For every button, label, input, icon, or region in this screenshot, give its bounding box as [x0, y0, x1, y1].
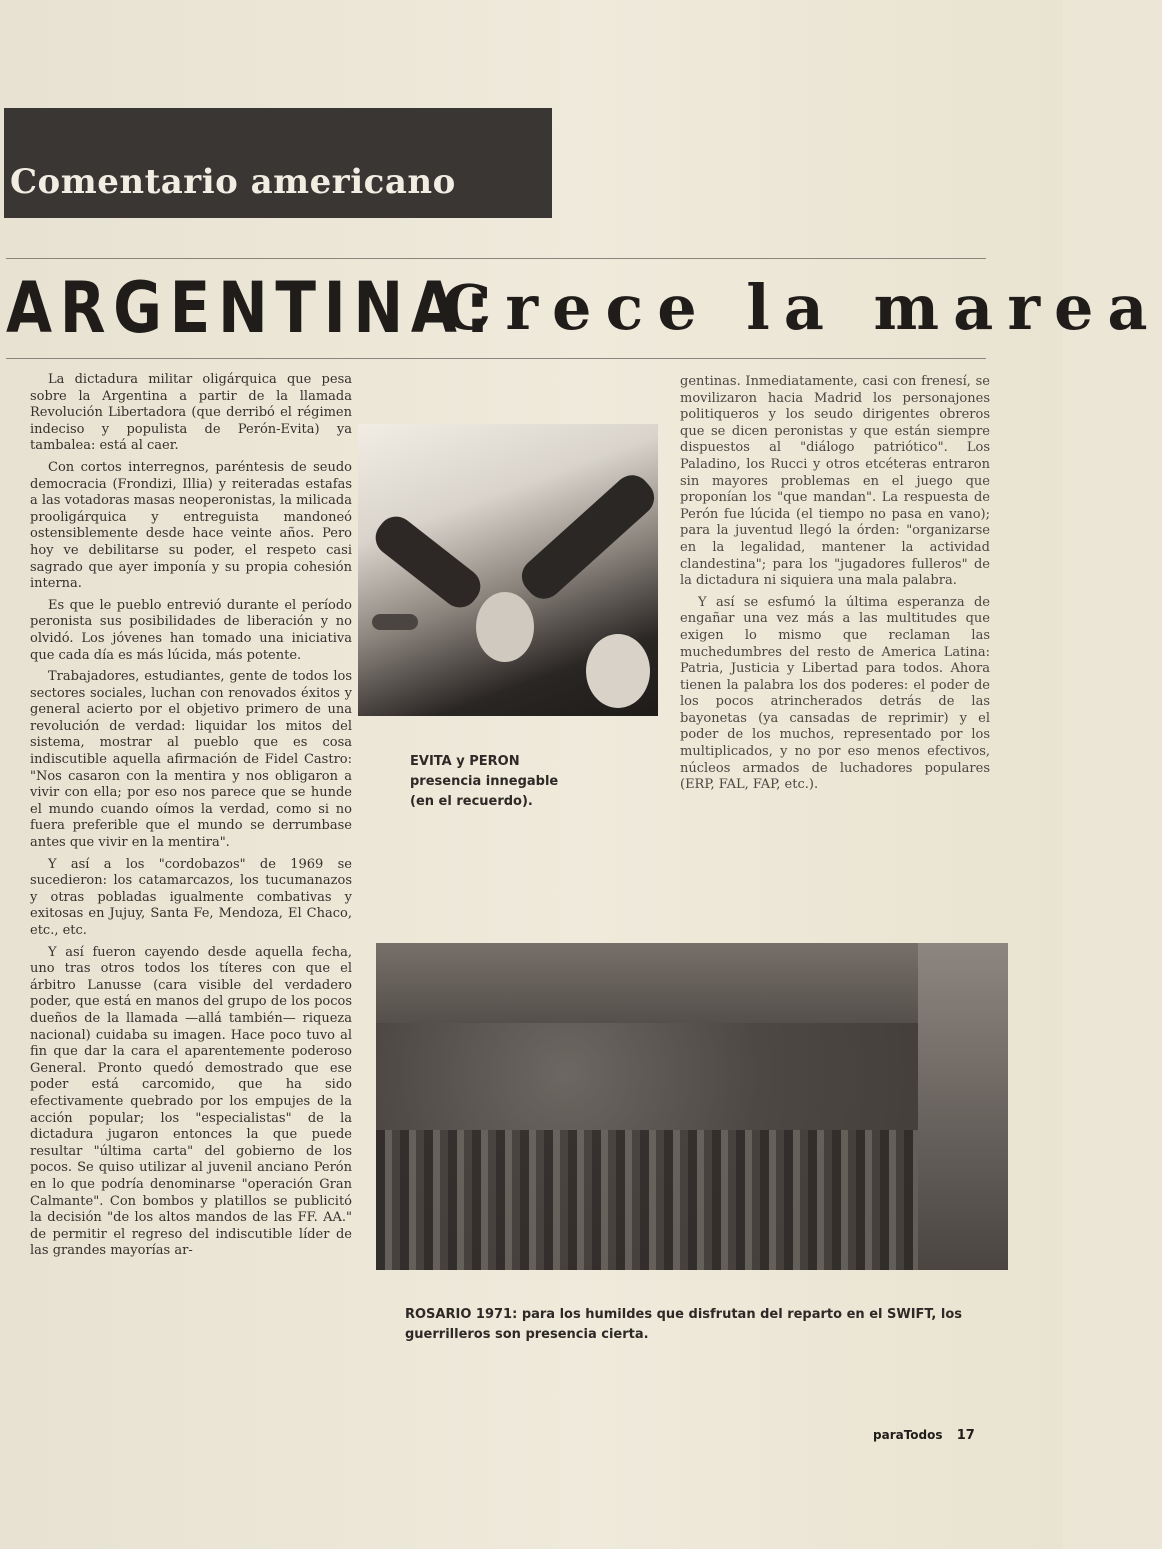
paragraph: Con cortos interregnos, paréntesis de seudo democracia (Frondizi, Illia) y reiteradas estafas a las votadoras masas neoperonistas, la milicada prooligárquica y entreguista mandoneó ostensiblemente desde hace veinte años. Pero hoy ve debilitarse su poder, el respeto casi sagrado que ayer imponía y su propia cohesión interna. [30, 459, 352, 592]
headline-country: ARGENTINA: [6, 267, 498, 349]
magazine-name: paraTodos [873, 1428, 943, 1442]
paragraph: Y así fueron cayendo desde aquella fecha, uno tras otros todos los títeres con que el árbitro Lanusse (cara visible del verdadero poder, que está en manos del grupo de los pocos dueños de la llamada —allá también— riqueza nacional) cuidaba su imagen. Hace poco tuvo al fin que dar la cara el aparentemente poderoso General. Pronto quedó demostrado que ese poder está carcomido, que ha sido efectivamente quebrado por los empujes de la acción popular; los "especialistas" de la dictadura jugaron entonces la que puede resultar "última carta" del gobierno de los pocos. Se quiso utilizar al juvenil anciano Perón en lo que podría denominarse "operación Gran Calmante". Con bombos y platillos se publicitó la decisión "de los altos mandos de las FF. AA." de permitir el regreso del indiscutible líder de las grandes mayorías ar- [30, 944, 352, 1259]
headline-subtitle: Crece la marea [442, 271, 1162, 344]
section-title: Comentario americano [10, 162, 456, 202]
photo-evita-peron [358, 424, 658, 716]
headline [6, 267, 1162, 349]
paragraph: La dictadura militar oligárquica que pesa sobre la Argentina a partir de la llamada Revolución Libertadora (que derribó el régimen indeciso y populista de Perón-Evita) ya tambalea: está al caer. [30, 372, 352, 454]
photo-background [376, 943, 1008, 1023]
photo-figure [368, 509, 487, 614]
paragraph: Es que le pueblo entrevió durante el período peronista sus posibilidades de liberación y no olvidó. Los jóvenes han tomado una iniciativa que cada día es más lúcida, más potente. [30, 597, 352, 663]
photo-edge [918, 943, 1008, 1270]
photo-crowd [376, 1130, 1008, 1270]
photo-figure [514, 468, 661, 606]
photo-caption-rosario: ROSARIO 1971: para los humildes que disfrutan del reparto en el SWIFT, los guerrilleros son presencia cierta. [405, 1307, 963, 1342]
page-number: 17 [956, 1428, 975, 1443]
article-right-column [680, 374, 990, 799]
photo-figure [476, 592, 534, 662]
page-footer [873, 1428, 975, 1443]
paragraph: gentinas. Inmediatamente, casi con frenesí, se movilizaron hacia Madrid los personajones politiqueros y los seudo dirigentes obreros que se dicen peronistas y que están siempre dispuestos al "diálogo patriótico". Los Paladino, los Rucci y otros etcéteras entraron sin mayores problemas en el juego que proponían los "que mandan". La respuesta de Perón fue lúcida (el tiempo no pasa en vano); para la juventud llegó la órden: "organizarse en la legalidad, mantener la actividad clandestina"; para los "jugadores fulleros" de la dictadura ni siquiera una mala palabra. [680, 374, 990, 589]
photo-microphone [372, 614, 418, 630]
photo-figure [586, 634, 650, 708]
divider-top [6, 258, 986, 259]
section-banner [4, 108, 552, 218]
photo-rosario-1971 [376, 943, 1008, 1270]
paragraph: Y así se esfumó la última esperanza de engañar una vez más a las multitudes que exigen lo mismo que reclaman las muchedumbres del resto de America Latina: Patria, Justicia y Libertad para todos. Ahora tienen la palabra los dos poderes: el poder de los pocos atrincherados detrás de las bayonetas (ya cansadas de reprimir) y el poder de los muchos, representado por los multiplicados, y no por eso menos efectivos, núcleos armados de luchadores populares (ERP, FAL, FAP, etc.). [680, 594, 990, 793]
photo-caption-evita-peron: EVITA y PERON presencia innegable (en el recuerdo). [410, 754, 559, 809]
paragraph: Y así a los "cordobazos" de 1969 se sucedieron: los catamarcazos, los tucumanazos y otras pobladas igualmente combativas y exitosas en Jujuy, Santa Fe, Mendoza, El Chaco, etc., etc. [30, 856, 352, 938]
paragraph: Trabajadores, estudiantes, gente de todos los sectores sociales, luchan con renovados éxitos y general acierto por el objetivo primero de una revolución de verdad: liquidar los mitos del sistema, mostrar al pueblo que es cosa indiscutible aquella afirmación de Fidel Castro: "Nos casaron con la mentira y nos obligaron a vivir con ella; por eso nos parece que se hunde el mundo cuando oímos la verdad, como si no fuera preferible que el mundo se derrumbase antes que vivir en la mentira". [30, 669, 352, 851]
divider-bottom [6, 358, 986, 359]
article-left-column [30, 372, 352, 1265]
